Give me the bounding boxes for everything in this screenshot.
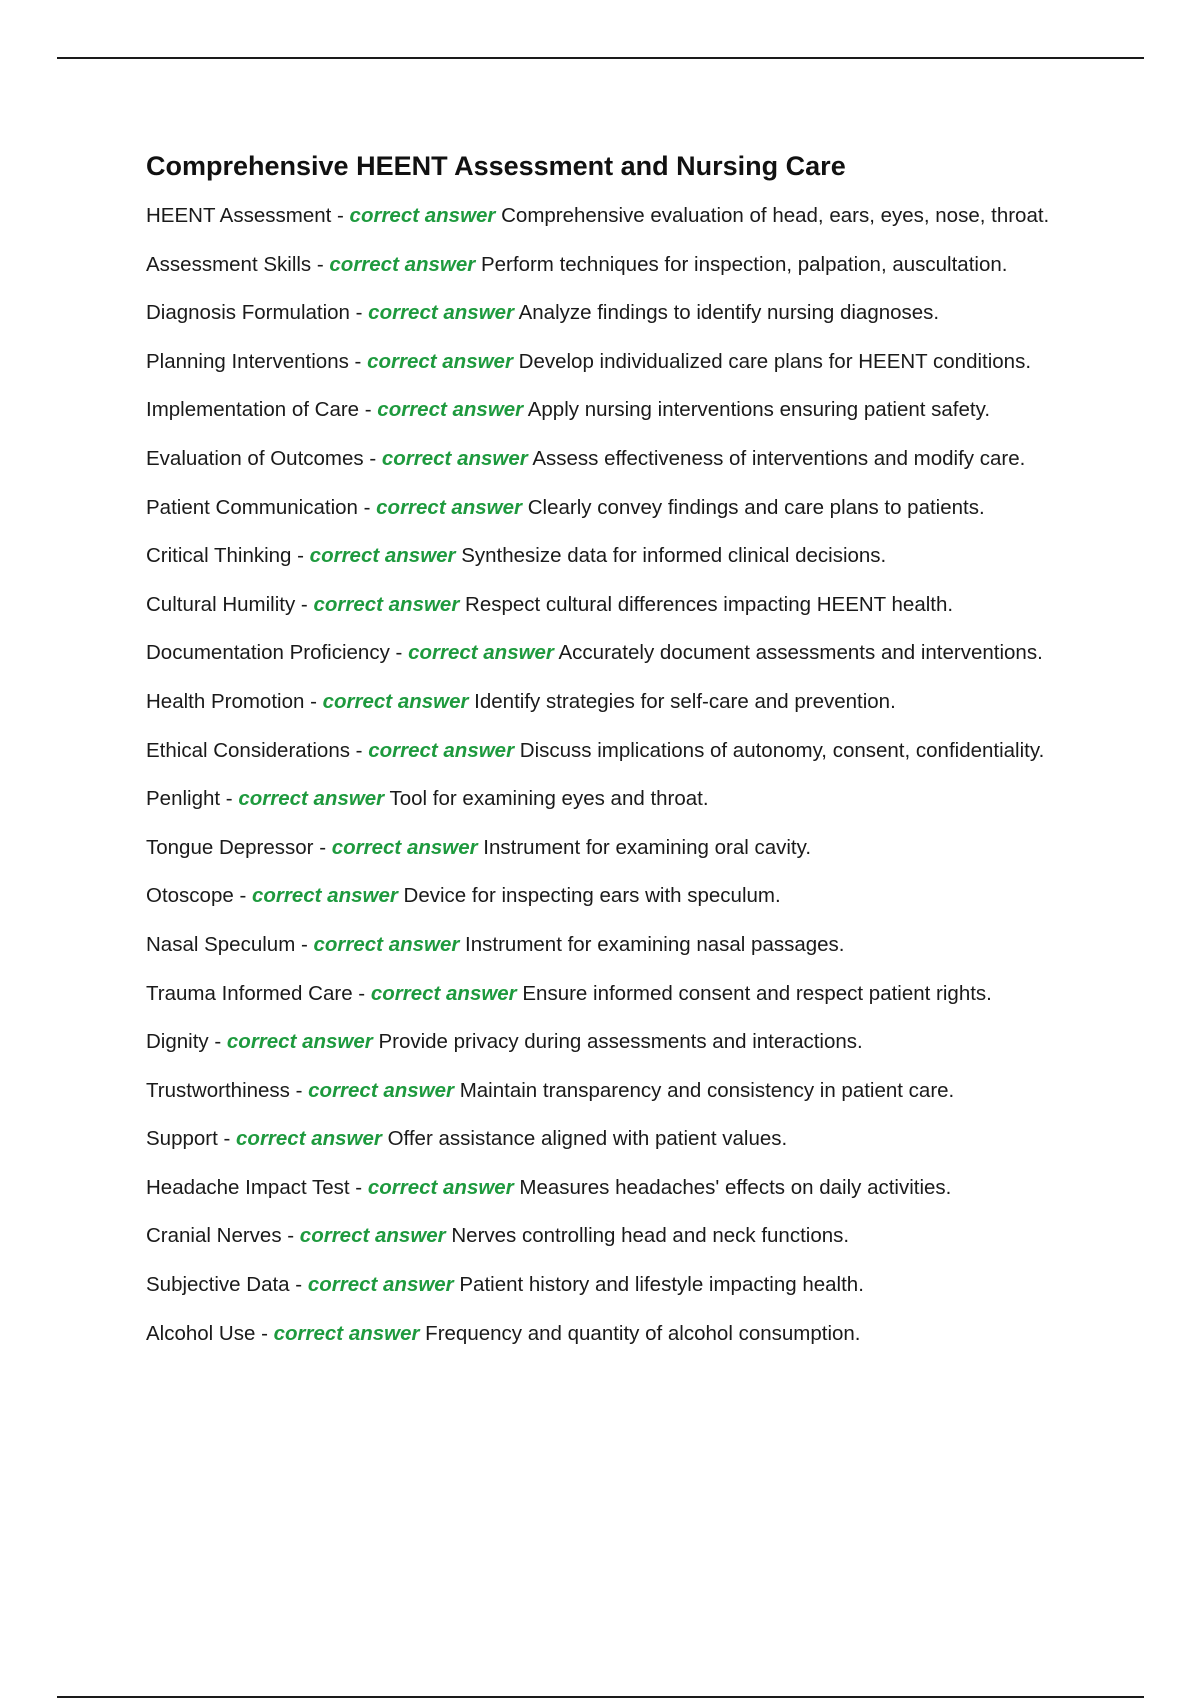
entry-separator: - [255, 1321, 274, 1345]
entry-definition: Nerves controlling head and neck functions. [451, 1224, 850, 1248]
entry-separator: - [311, 252, 330, 276]
list-item [146, 1220, 1096, 1252]
entry-definition: Maintain transparency and consistency in patient care. [459, 1078, 955, 1102]
correct-answer-label: correct answer [307, 1273, 454, 1297]
correct-answer-label: correct answer [322, 689, 469, 713]
entry-separator: - [295, 932, 314, 956]
entry-definition: Analyze findings to identify nursing diagnoses. [518, 301, 940, 325]
entry-definition: Tool for examining eyes and throat. [389, 787, 709, 811]
correct-answer-label: correct answer [309, 544, 456, 568]
entry-list [146, 200, 1096, 1350]
list-item [146, 1075, 1096, 1107]
list-item [146, 200, 1096, 232]
entry-separator: - [291, 544, 310, 568]
entry-term: Otoscope [146, 884, 234, 908]
entry-definition: Clearly convey findings and care plans to patients. [527, 495, 985, 519]
list-item [146, 346, 1096, 378]
correct-answer-label: correct answer [370, 981, 517, 1005]
entry-term: Evaluation of Outcomes [146, 446, 364, 470]
entry-definition: Accurately document assessments and interventions. [558, 641, 1043, 665]
entry-definition: Develop individualized care plans for HEENT conditions. [518, 349, 1032, 373]
entry-separator: - [233, 884, 252, 908]
entry-definition: Measures headaches' effects on daily activities. [519, 1175, 952, 1199]
entry-term: Critical Thinking [146, 544, 292, 568]
entry-definition: Assess effectiveness of interventions and modify care. [532, 446, 1026, 470]
list-item [146, 832, 1096, 864]
list-item [146, 492, 1096, 524]
correct-answer-label: correct answer [367, 349, 513, 373]
correct-answer-label: correct answer [299, 1224, 446, 1248]
correct-answer-label: correct answer [376, 495, 523, 519]
footer-rule [57, 1696, 1144, 1698]
entry-separator: - [289, 1078, 309, 1102]
entry-term: Nasal Speculum [146, 932, 296, 956]
entry-term: Trauma Informed Care [146, 981, 353, 1005]
list-item [146, 686, 1096, 718]
entry-term: Documentation Proficiency [146, 641, 390, 665]
entry-term: Headache Impact Test [146, 1175, 350, 1199]
entry-term: Tongue Depressor [146, 835, 314, 859]
entry-definition: Offer assistance aligned with patient values. [387, 1127, 788, 1151]
entry-term: HEENT Assessment [146, 204, 332, 227]
entry-separator: - [331, 204, 350, 227]
entry-separator: - [313, 835, 332, 859]
list-item [146, 1123, 1096, 1155]
correct-answer-label: correct answer [408, 641, 554, 665]
list-item [146, 1026, 1096, 1058]
list-item [146, 540, 1096, 572]
entry-separator: - [389, 641, 409, 665]
entry-definition: Synthesize data for informed clinical decisions. [461, 544, 887, 568]
entry-separator: - [289, 1273, 308, 1297]
correct-answer-label: correct answer [308, 1078, 454, 1102]
list-item [146, 297, 1096, 329]
entry-definition: Perform techniques for inspection, palpation, auscultation. [480, 252, 1008, 276]
entry-definition: Respect cultural differences impacting HEENT health. [465, 592, 954, 616]
correct-answer-label: correct answer [331, 835, 478, 859]
correct-answer-label: correct answer [329, 252, 476, 276]
correct-answer-label: correct answer [251, 884, 398, 908]
list-item [146, 978, 1096, 1010]
entry-separator: - [281, 1224, 300, 1248]
list-item [146, 1318, 1096, 1350]
entry-term: Alcohol Use [146, 1321, 256, 1345]
entry-definition: Ensure informed consent and respect patient rights. [522, 981, 992, 1005]
list-item [146, 249, 1096, 281]
entry-term: Health Promotion [146, 689, 305, 713]
entry-term: Penlight [146, 787, 221, 811]
entry-definition: Identify strategies for self-care and prevention. [474, 689, 896, 713]
entry-term: Dignity [146, 1030, 209, 1054]
entry-separator: - [295, 592, 314, 616]
entry-separator: - [359, 398, 378, 422]
list-item [146, 394, 1096, 426]
correct-answer-label: correct answer [238, 787, 385, 811]
list-item [146, 443, 1096, 475]
entry-definition: Frequency and quantity of alcohol consumption. [425, 1321, 861, 1345]
entry-term: Patient Communication [146, 495, 358, 519]
entry-separator: - [208, 1030, 227, 1054]
document-body [146, 146, 1096, 1366]
entry-separator: - [349, 301, 369, 325]
entry-term: Assessment Skills [146, 252, 312, 276]
entry-term: Planning Interventions [146, 349, 349, 373]
entry-definition: Comprehensive evaluation of head, ears, eyes, nose, throat. [501, 204, 1050, 227]
correct-answer-label: correct answer [313, 932, 460, 956]
entry-term: Subjective Data [146, 1273, 290, 1297]
list-item [146, 783, 1096, 815]
document-title: Comprehensive HEENT Assessment and Nursing Care [146, 151, 846, 181]
entry-definition: Device for inspecting ears with speculum. [403, 884, 781, 908]
entry-definition: Discuss implications of autonomy, consent, confidentiality. [519, 738, 1045, 762]
entry-term: Cultural Humility [146, 592, 296, 616]
correct-answer-label: correct answer [313, 592, 460, 616]
entry-separator: - [363, 446, 382, 470]
correct-answer-label: correct answer [349, 204, 496, 227]
list-item [146, 735, 1096, 767]
correct-answer-label: correct answer [381, 446, 528, 470]
correct-answer-label: correct answer [273, 1321, 420, 1345]
list-item [146, 589, 1096, 621]
correct-answer-label: correct answer [368, 301, 515, 325]
list-item [146, 880, 1096, 912]
entry-separator: - [352, 981, 371, 1005]
entry-term: Diagnosis Formulation [146, 301, 350, 325]
entry-definition: Instrument for examining nasal passages. [465, 932, 845, 956]
entry-separator: - [220, 787, 239, 811]
entry-definition: Instrument for examining oral cavity. [483, 835, 812, 859]
list-item [146, 929, 1096, 961]
correct-answer-label: correct answer [368, 738, 515, 762]
correct-answer-label: correct answer [367, 1175, 514, 1199]
entry-separator: - [349, 1175, 368, 1199]
entry-separator: - [348, 349, 368, 373]
list-item [146, 1269, 1096, 1301]
list-item [146, 637, 1096, 669]
entry-separator: - [349, 738, 369, 762]
entry-term: Support [146, 1127, 218, 1151]
entry-definition: Patient history and lifestyle impacting health. [459, 1273, 864, 1297]
correct-answer-label: correct answer [236, 1127, 382, 1151]
entry-definition: Provide privacy during assessments and interactions. [378, 1030, 863, 1054]
header-rule [57, 57, 1144, 59]
entry-separator: - [217, 1127, 237, 1151]
entry-term: Trustworthiness [146, 1078, 290, 1102]
correct-answer-label: correct answer [226, 1030, 373, 1054]
entry-term: Implementation of Care [146, 398, 360, 422]
list-item [146, 1172, 1096, 1204]
entry-definition: Apply nursing interventions ensuring patient safety. [527, 398, 991, 422]
entry-separator: - [304, 689, 323, 713]
entry-separator: - [357, 495, 377, 519]
entry-term: Cranial Nerves [146, 1224, 282, 1248]
entry-term: Ethical Considerations [146, 738, 350, 762]
correct-answer-label: correct answer [377, 398, 524, 422]
